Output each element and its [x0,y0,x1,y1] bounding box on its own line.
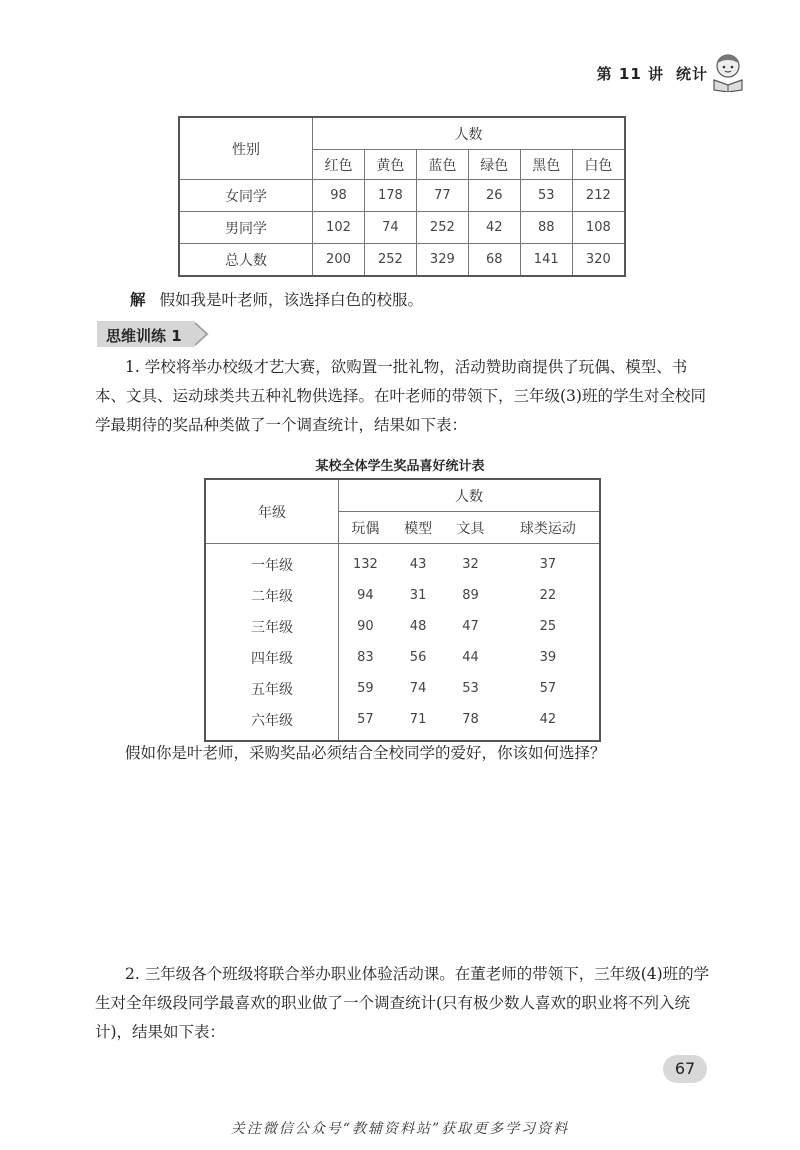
table-cell: 44 [462,650,479,665]
table-cell: 200 [313,244,365,277]
table-cell: 77 [416,180,468,212]
table-cell: 48 [409,619,427,634]
table-row [205,704,600,741]
prize-preference-table [204,478,601,742]
table-cell: 78 [462,712,479,727]
table-row [205,611,600,642]
table-cell: 53 [462,681,479,696]
table-cell: 47 [462,619,479,634]
table1-col-header: 白色 [572,150,625,180]
table-row [205,580,600,611]
table-cell: 212 [572,180,625,212]
table-cell: 57 [539,681,557,696]
question2-text: 2. 三年级各个班级将联合举办职业体验活动课。在董老师的带领下，三年级(4)班的学生对全年级段同学最喜欢的职业做了一个调查统计(只有极少数人喜欢的职业将不列入统计)，结果如下表： [95,965,710,1041]
table-cell: 74 [364,212,416,244]
table-cell: 102 [313,212,365,244]
table1-row-header: 性别 [179,117,313,180]
row-label: 一年级 [205,544,339,581]
table-cell: 43 [409,557,427,572]
table2-col-header: 模型 [392,512,444,544]
lecture-number: 第 11 讲 [596,65,664,83]
color-preference-table [178,116,626,277]
table-cell: 252 [364,244,416,277]
table-cell: 25 [539,619,557,634]
solution-text: 假如我是叶老师，该选择白色的校服。 [159,291,424,309]
table1-col-header: 蓝色 [416,150,468,180]
table1-col-header: 绿色 [468,150,520,180]
table-row [179,212,625,244]
student-reading-icon [710,52,746,92]
table2-group-header: 人数 [339,479,601,512]
table-cell: 56 [409,650,427,665]
table-row [205,642,600,673]
row-label: 总人数 [179,244,313,277]
table-cell: 141 [520,244,572,277]
question1-prompt: 假如你是叶老师，采购奖品必须结合全校同学的爱好，你该如何选择？ [125,744,606,762]
table2-row-header: 年级 [205,479,339,544]
table-cell: 31 [409,588,427,603]
table-cell: 90 [357,619,374,634]
section-badge [97,320,215,348]
table1-group-header: 人数 [313,117,626,150]
table-row [179,180,625,212]
table-cell: 26 [468,180,520,212]
row-label: 四年级 [205,642,339,673]
table-cell: 59 [357,681,374,696]
table2-col-header: 球类运动 [497,512,600,544]
table-cell: 32 [462,557,479,572]
page-header [597,63,708,84]
table2-col-header: 玩偶 [339,512,392,544]
section-title: 思维训练 1 [106,327,182,345]
table-cell: 108 [572,212,625,244]
row-label: 六年级 [205,704,339,741]
row-label: 二年级 [205,580,339,611]
table-cell: 83 [357,650,374,665]
table-cell: 88 [520,212,572,244]
table-cell: 57 [357,712,374,727]
table-cell: 68 [468,244,520,277]
solution-label: 解 [130,290,146,309]
row-label: 男同学 [179,212,313,244]
table-cell: 39 [539,650,557,665]
table2-col-header: 文具 [444,512,496,544]
table-cell: 94 [357,588,374,603]
table-cell: 98 [313,180,365,212]
row-label: 三年级 [205,611,339,642]
lecture-topic: 统计 [675,65,708,83]
table-cell: 320 [572,244,625,277]
table-cell: 42 [539,712,557,727]
table-cell: 178 [364,180,416,212]
page-number: 67 [663,1055,707,1083]
table-cell: 132 [353,557,378,572]
solution-line [130,285,750,315]
table-cell: 252 [416,212,468,244]
table1-col-header: 红色 [313,150,365,180]
table1-col-header: 黑色 [520,150,572,180]
table-cell: 74 [409,681,427,696]
table-cell: 329 [416,244,468,277]
row-label: 五年级 [205,673,339,704]
table-cell: 71 [409,712,427,727]
table-row [179,244,625,277]
table-cell: 22 [539,588,557,603]
table-row [205,544,600,581]
table2-title: 某校全体学生奖品喜好统计表 [315,459,485,474]
table-row [205,673,600,704]
table1-col-header: 黄色 [364,150,416,180]
footer-note: 关注微信公众号“教辅资料站”获取更多学习资料 [230,1121,570,1137]
table-cell: 37 [539,557,557,572]
row-label: 女同学 [179,180,313,212]
table-cell: 42 [468,212,520,244]
table-cell: 53 [520,180,572,212]
question1-text: 1. 学校将举办校级才艺大赛，欲购置一批礼物，活动赞助商提供了玩偶、模型、书本、文具、运动球类共五种礼物供选择。在叶老师的带领下，三年级(3)班的学生对全校同学最期待的奖品种类做了一个调查统计，结果如下表： [95,358,706,434]
table-cell: 89 [462,588,479,603]
